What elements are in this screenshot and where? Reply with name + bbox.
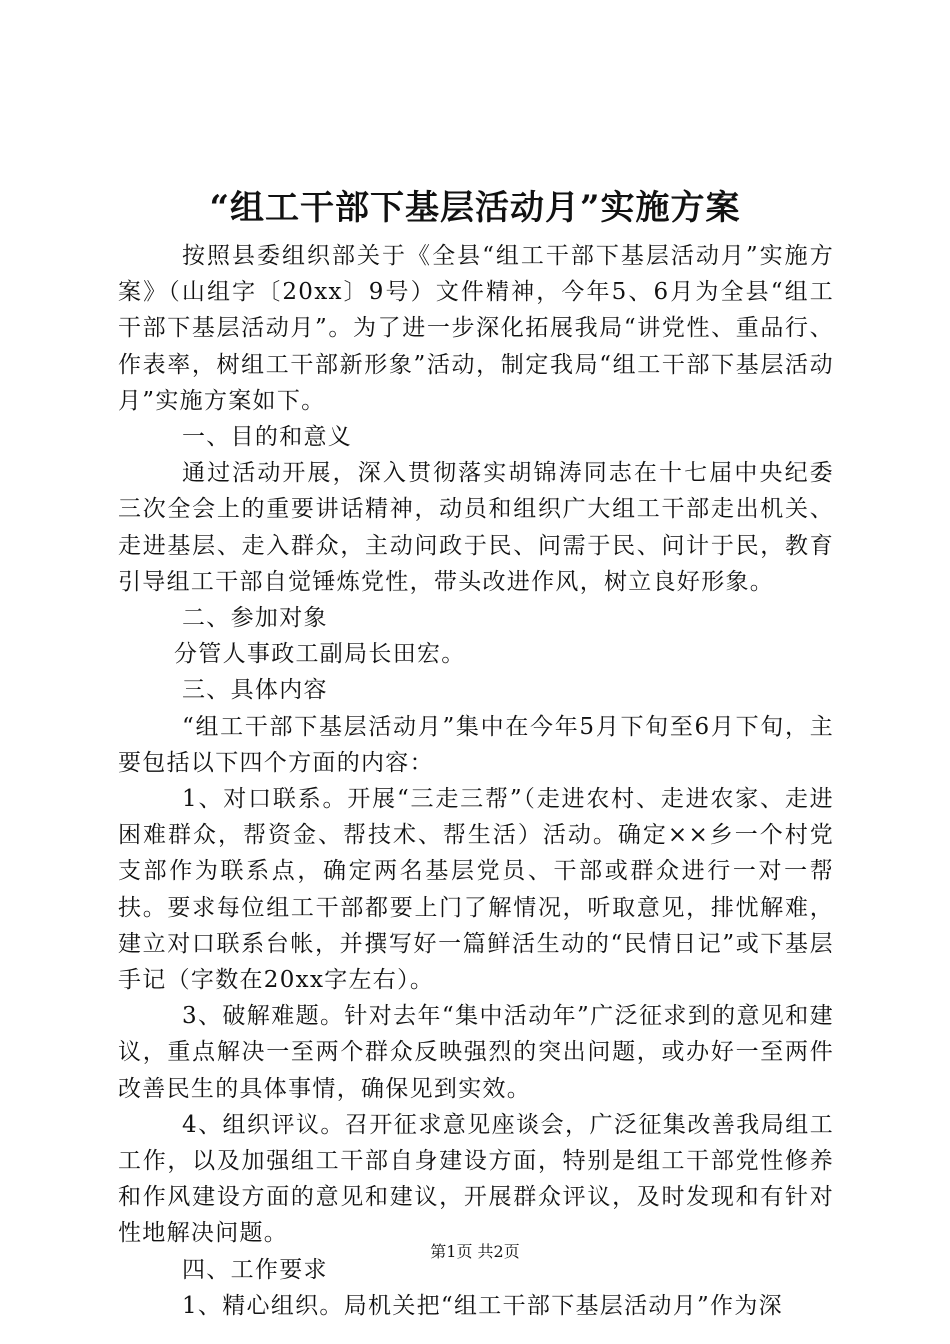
- paragraph-content-intro: “组工干部下基层活动月”集中在今年5月下旬至6月下旬，主要包括以下四个方面的内容：: [118, 713, 834, 776]
- section-heading-participants: 二、参加对象: [182, 605, 328, 632]
- page-footer: 第1页 共2页: [430, 1242, 520, 1261]
- paragraph-participants: 分管人事政工副局长田宏。: [174, 641, 466, 668]
- paragraph-content-item-1: 1、对口联系。开展“三走三帮”（走进农村、走进农家、走进困难群众，帮资金、帮技术、帮生活）活动。确定××乡一个村党支部作为联系点，确定两名基层党员、干部或群众进行一对一帮扶。要求每位组工干部都要上门了解情况，听取意见，排忧解难，建立对口联系台帐，并撰写好一篇鲜活生动的“民情日记”或下基层手记（字数在20xx字左右）。: [118, 786, 834, 994]
- paragraph-content-item-3: 3、破解难题。针对去年“集中活动年”广泛征求到的意见和建议，重点解决一至两个群众反映强烈的突出问题，或办好一至两件改善民生的具体事情，确保见到实效。: [118, 1003, 834, 1102]
- section-heading-purpose: 一、目的和意义: [182, 424, 353, 451]
- document-title: “组工干部下基层活动月”实施方案: [209, 188, 741, 228]
- section-heading-requirements: 四、工作要求: [182, 1256, 328, 1283]
- paragraph-content-item-4: 4、组织评议。召开征求意见座谈会，广泛征集改善我局组工工作，以及加强组工干部自身建设方面，特别是组工干部党性修养和作风建设方面的意见和建议，开展群众评议，及时发现和有针对性地解决问题。: [118, 1111, 834, 1247]
- paragraph-requirements-item-1: 1、精心组织。局机关把“组工干部下基层活动月”作为深: [182, 1292, 783, 1319]
- section-heading-content: 三、具体内容: [182, 677, 328, 704]
- document-body: [118, 238, 834, 1324]
- paragraph-purpose: 通过活动开展，深入贯彻落实胡锦涛同志在十七届中央纪委三次全会上的重要讲话精神，动员和组织广大组工干部走出机关、走进基层、走入群众，主动问政于民、问需于民、问计于民，教育引导组工干部自觉锤炼党性，带头改进作风，树立良好形象。: [118, 460, 834, 595]
- paragraph-intro: 按照县委组织部关于《全县“组工干部下基层活动月”实施方案》（山组字〔20xx〕9号）文件精神，今年5、6月为全县“组工干部下基层活动月”。为了进一步深化拓展我局“讲党性、重品行、作表率，树组工干部新形象”活动，制定我局“组工干部下基层活动月”实施方案如下。: [118, 243, 834, 414]
